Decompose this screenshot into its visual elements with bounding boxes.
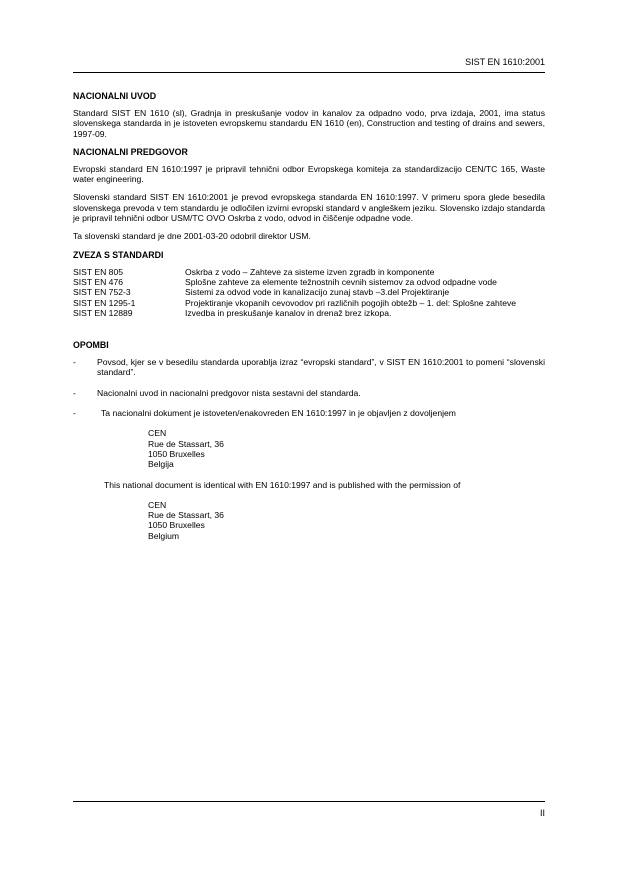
standard-code: SIST EN 1295-1 <box>73 297 136 308</box>
address-line: Rue de Stassart, 36 <box>148 438 224 449</box>
note-item <box>73 357 545 378</box>
table-row <box>73 287 545 297</box>
standard-description: Izvedba in preskušanje kanalov in drenaž brez izkopa. <box>185 307 392 318</box>
standard-description: Projektiranje vkopanih cevovodov pri različnih pogojih obtežb – 1. del: Splošne zahteve <box>185 297 517 308</box>
paragraph: Ta slovenski standard je dne 2001-03-20 odobril direktor USM. <box>73 231 311 242</box>
section-nacionalni-predgovor <box>73 147 545 242</box>
table-row <box>73 298 545 308</box>
note-item <box>73 388 545 398</box>
standard-code: SIST EN 476 <box>73 276 123 287</box>
dash-bullet: - <box>73 357 76 368</box>
table-row <box>73 308 545 318</box>
standards-table <box>73 267 545 318</box>
address-line: 1050 Bruxelles <box>148 448 205 459</box>
section-zveza-s-standardi <box>73 250 545 318</box>
english-statement: This national document is identical with EN 1610:1997 and is published with the permission of <box>104 479 461 490</box>
address-line: Rue de Stassart, 36 <box>148 510 224 521</box>
standard-code: SIST EN 805 <box>73 266 123 277</box>
standard-description: Oskrba z vodo – Zahteve za sisteme izven zgradb in komponente <box>185 266 435 277</box>
header-rule <box>73 72 545 73</box>
paragraph: Standard SIST EN 1610 (sl), Gradnja in preskušanje vodov in kanalov za odpadno vodo, prva izdaja, 2001, ima status slovenskega standarda in je istoveten evropskemu standardu EN 1610 (en), Construction and testing of drains and sewers, 1997-09. <box>73 108 545 139</box>
address-line: Belgium <box>148 530 180 541</box>
address-line: 1050 Bruxelles <box>148 520 205 531</box>
dash-bullet: - <box>73 387 76 398</box>
section-opombi <box>73 340 545 541</box>
table-row <box>73 277 545 287</box>
note-text: Povsod, kjer se v besedilu standarda uporablja izraz “evropski standard”, v SIST EN 1610:2001 to pomeni “slovenski standard”. <box>97 357 545 378</box>
document-body <box>73 91 545 551</box>
note-text: Ta nacionalni dokument je istoveten/enakovreden EN 1610:1997 in je objavljen z dovoljenjem <box>101 408 456 419</box>
standard-description: Splošne zahteve za elemente težnostnih cevnih sistemov za odvod odpadne vode <box>185 276 497 287</box>
note-item <box>73 408 545 418</box>
page-number: II <box>539 808 545 818</box>
section-title: ZVEZA S STANDARDI <box>73 249 164 260</box>
standard-code: SIST EN 12889 <box>73 307 133 318</box>
footer-rule <box>73 801 545 802</box>
section-title: NACIONALNI PREDGOVOR <box>73 146 188 157</box>
page-header: SIST EN 1610:2001 <box>465 57 545 67</box>
address-line: CEN <box>148 499 167 510</box>
standard-code: SIST EN 752-3 <box>73 287 131 298</box>
dash-bullet: - <box>73 408 76 419</box>
address-line: CEN <box>148 428 167 439</box>
standard-description: Sistemi za odvod vode in kanalizacijo zunaj stavb –3.del Projektiranje <box>185 287 450 298</box>
address-block-en <box>148 500 545 541</box>
address-line: Belgija <box>148 459 174 470</box>
section-title: NACIONALNI UVOD <box>73 91 157 101</box>
section-title: OPOMBI <box>73 340 109 351</box>
note-text: Nacionalni uvod in nacionalni predgovor nista sestavni del standarda. <box>97 387 361 398</box>
paragraph: Slovenski standard SIST EN 1610:2001 je prevod evropskega standarda EN 1610:1997. V primeru spora glede besedila slovenskega prevoda v tem standardu je odločilen izvirni evropski standard v angleškem jeziku. Slovensko izdajo standarda je pripravil tehnični odbor USM/TC OVO Oskrba z vodo, odvod in čiščenje odpadne vode. <box>73 192 545 224</box>
section-nacionalni-uvod <box>73 91 545 139</box>
address-block-sl <box>148 428 545 469</box>
table-row <box>73 267 545 277</box>
paragraph: Evropski standard EN 1610:1997 je pripravil tehnični odbor Evropskega komiteja za standardizacijo CEN/TC 165, Waste water engineering. <box>73 163 545 185</box>
